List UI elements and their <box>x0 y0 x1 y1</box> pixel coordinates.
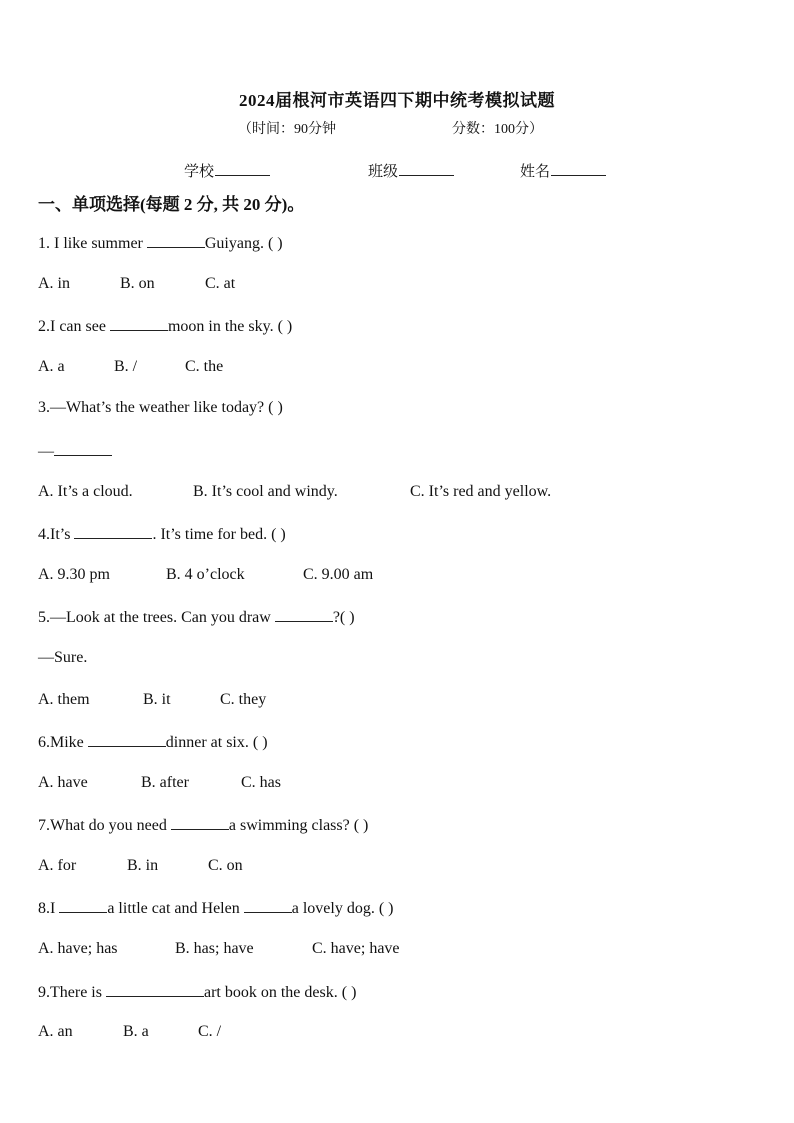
question-text: . It’s time for bed. ( ) <box>152 526 286 543</box>
answer-blank[interactable] <box>110 316 168 331</box>
option-c[interactable]: C. 9.00 am <box>303 566 374 583</box>
question-5-reply <box>38 649 87 667</box>
page-title: 2024届根河市英语四下期中统考模拟试题 <box>239 91 555 110</box>
question-text: 5.—Look at the trees. Can you draw <box>38 609 275 626</box>
exam-time: （时间：90分钟 <box>238 122 336 137</box>
option-c[interactable]: C. It’s red and yellow. <box>410 483 552 500</box>
option-c[interactable]: C. has <box>241 774 281 791</box>
option-b[interactable]: B. on <box>120 275 155 292</box>
question-text: Guiyang. ( ) <box>204 235 283 252</box>
school-label: 学校 <box>184 164 215 180</box>
question-text: a little cat and Helen <box>107 900 244 917</box>
answer-blank[interactable] <box>54 441 112 456</box>
question-5 <box>38 607 355 627</box>
option-a[interactable]: A. 9.30 pm <box>38 566 110 583</box>
question-text: moon in the sky. ( ) <box>167 318 293 335</box>
question-9 <box>38 982 356 1002</box>
question-text: 7.What do you need <box>38 817 171 834</box>
class-field <box>368 160 454 181</box>
question-1 <box>38 233 283 253</box>
question-3-answer-line <box>38 441 112 461</box>
option-a[interactable]: A. an <box>38 1023 73 1040</box>
option-b[interactable]: B. It’s cool and windy. <box>193 483 338 500</box>
option-a[interactable]: A. have; has <box>38 940 118 957</box>
option-a[interactable]: A. in <box>38 275 70 292</box>
answer-blank-2[interactable] <box>244 898 292 913</box>
option-a[interactable]: A. for <box>38 857 77 874</box>
question-8 <box>38 898 393 918</box>
name-blank[interactable] <box>551 161 606 176</box>
answer-blank[interactable] <box>171 815 229 830</box>
answer-blank-1[interactable] <box>59 898 107 913</box>
option-b[interactable]: B. / <box>114 358 138 375</box>
school-blank[interactable] <box>215 161 270 176</box>
question-text: 8.I <box>38 900 60 917</box>
option-b[interactable]: B. after <box>141 774 189 791</box>
class-blank[interactable] <box>399 161 454 176</box>
reply-text: —Sure. <box>38 649 88 666</box>
school-field <box>184 160 270 181</box>
option-b[interactable]: B. has; have <box>175 940 254 957</box>
question-text: a swimming class? ( ) <box>228 817 369 834</box>
name-label: 姓名 <box>520 164 551 180</box>
question-text: 6.Mike <box>38 734 88 751</box>
exam-score: 分数：100分） <box>452 122 543 137</box>
question-text: art book on the desk. ( ) <box>203 984 357 1001</box>
option-b[interactable]: B. a <box>123 1023 149 1040</box>
question-4 <box>38 524 286 544</box>
question-text: dinner at six. ( ) <box>165 734 268 751</box>
question-text: 3.—What’s the weather like today? ( ) <box>38 399 283 416</box>
option-b[interactable]: B. 4 o’clock <box>166 566 245 583</box>
option-c[interactable]: C. / <box>198 1023 222 1040</box>
class-label: 班级 <box>368 164 399 180</box>
answer-blank[interactable] <box>74 524 152 539</box>
answer-blank[interactable] <box>275 607 333 622</box>
answer-blank[interactable] <box>106 982 204 997</box>
question-text: ?( ) <box>332 609 355 626</box>
option-c[interactable]: C. at <box>205 275 236 292</box>
option-c[interactable]: C. the <box>185 358 224 375</box>
question-6 <box>38 732 268 752</box>
question-3 <box>38 399 283 417</box>
section-heading: 一、单项选择(每题 2 分, 共 20 分)。 <box>38 195 305 214</box>
option-a[interactable]: A. them <box>38 691 90 708</box>
answer-dash: — <box>38 443 54 460</box>
question-text: 4.It’s <box>38 526 75 543</box>
answer-blank[interactable] <box>88 732 166 747</box>
option-b[interactable]: B. it <box>143 691 171 708</box>
option-c[interactable]: C. they <box>220 691 267 708</box>
question-text: a lovely dog. ( ) <box>291 900 394 917</box>
question-7 <box>38 815 368 835</box>
option-b[interactable]: B. in <box>127 857 159 874</box>
name-field <box>520 160 606 181</box>
option-c[interactable]: C. have; have <box>312 940 400 957</box>
question-text: 2.I can see <box>38 318 110 335</box>
question-text: 9.There is <box>38 984 106 1001</box>
question-text: 1. I like summer <box>38 235 147 252</box>
option-a[interactable]: A. a <box>38 358 65 375</box>
option-a[interactable]: A. It’s a cloud. <box>38 483 133 500</box>
option-c[interactable]: C. on <box>208 857 243 874</box>
question-2 <box>38 316 292 336</box>
option-a[interactable]: A. have <box>38 774 88 791</box>
answer-blank[interactable] <box>147 233 205 248</box>
